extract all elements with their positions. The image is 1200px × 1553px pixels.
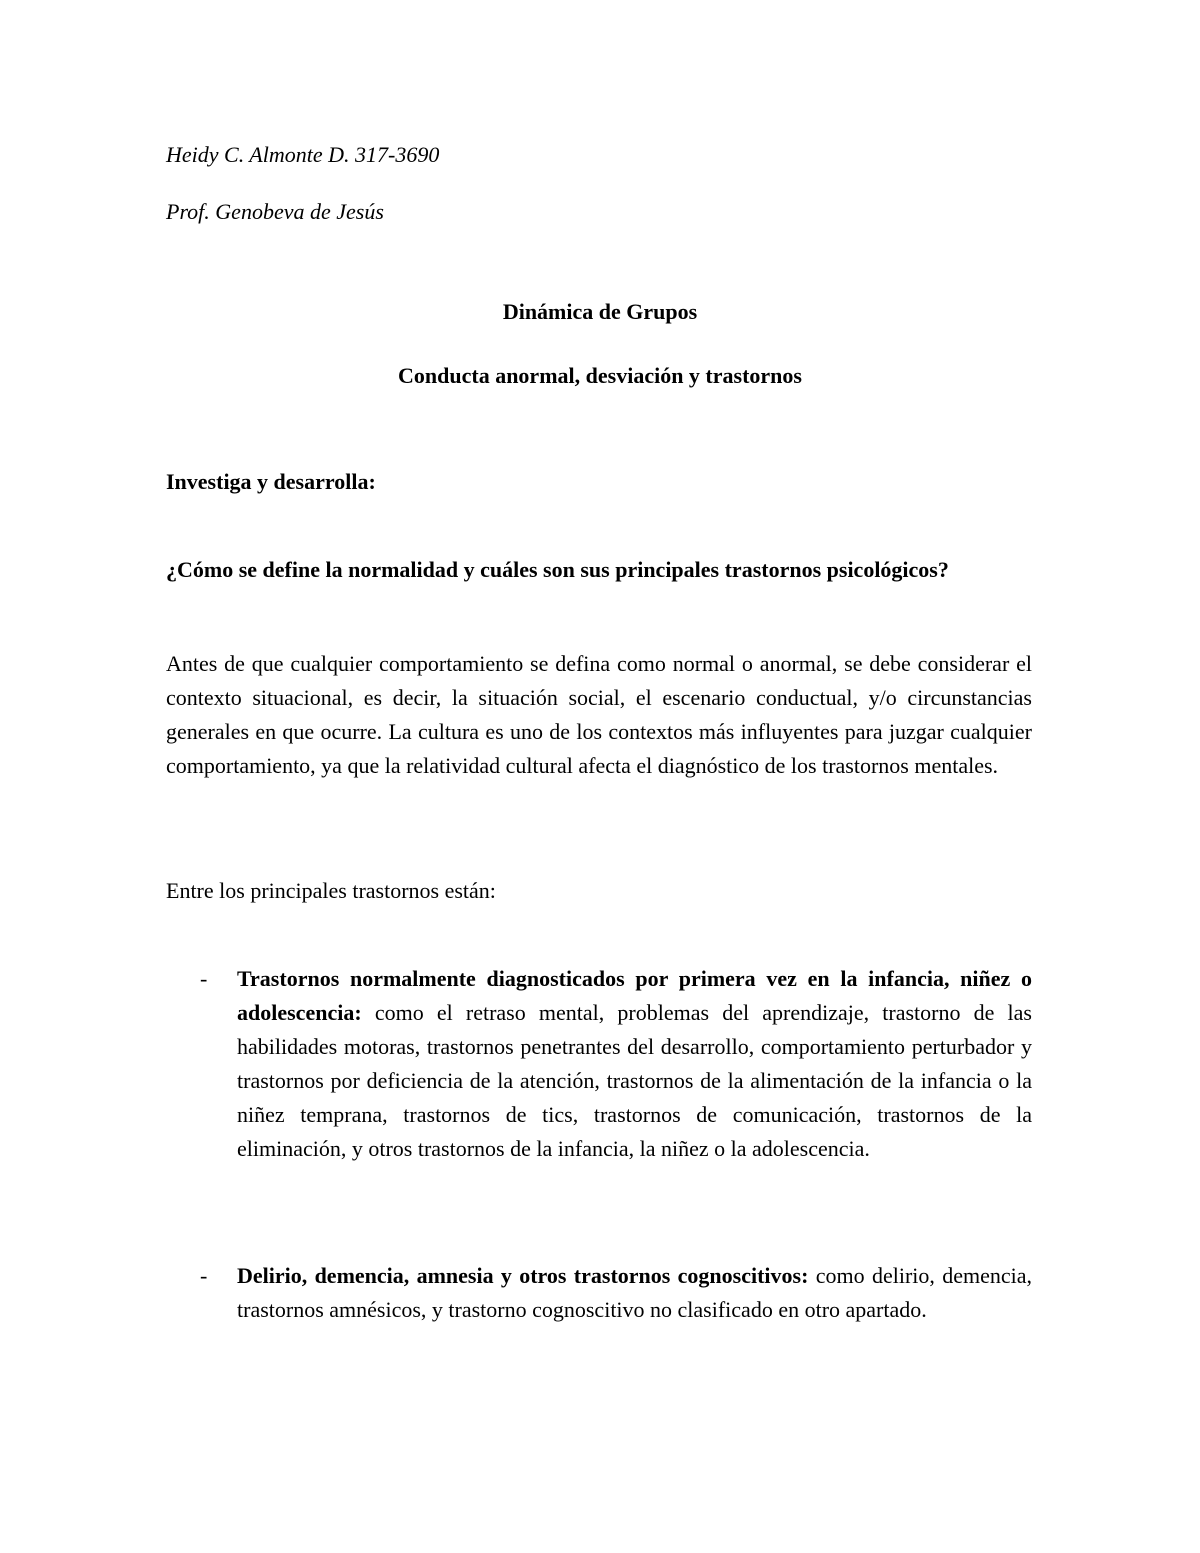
professor-line: Prof. Genobeva de Jesús: [166, 199, 384, 224]
student-name-line: Heidy C. Almonte D. 317-3690: [166, 142, 440, 167]
paragraph-intro-list: Entre los principales trastornos están:: [166, 878, 496, 903]
question-heading: ¿Cómo se define la normalidad y cuáles son sus principales trastornos psicológicos?: [166, 557, 949, 582]
list-item-bold-lead: Delirio, demencia, amnesia y otros trastornos cognoscitivos:: [237, 1263, 809, 1288]
bullet-marker: -: [200, 966, 208, 991]
document-subtitle: Conducta anormal, desviación y trastornos: [398, 363, 802, 388]
list-item-body: como el retraso mental, problemas del aprendizaje, trastorno de las habilidades motoras, trastornos penetrantes del desarrollo, comportamiento perturbador y trastornos por deficiencia de la atención, trastornos de la alimentación de la infancia o la niñez temprana, trastornos de tics, trastornos de comunicación, trastornos de la eliminación, y otros trastornos de la infancia, la niñez o la adolescencia.: [237, 1000, 1032, 1161]
paragraph-context: Antes de que cualquier comportamiento se defina como normal o anormal, se debe considerar el contexto situacional, es decir, la situación social, el escenario conductual, y/o circunstancias generales en que ocurre. La cultura es uno de los contextos más influyentes para juzgar cualquier comportamiento, ya que la relatividad cultural afecta el diagnóstico de los trastornos mentales.: [166, 651, 1032, 778]
document-title: Dinámica de Grupos: [502, 299, 698, 324]
list-item-body: como delirio, demencia, trastornos amnésicos, y trastorno cognoscitivo no clasificado en otro apartado.: [237, 1263, 1032, 1322]
bullet-marker: -: [200, 1263, 208, 1288]
list-item-bold-lead: Trastornos normalmente diagnosticados por primera vez en la infancia, niñez o adolescencia:: [237, 966, 1032, 1025]
list-item-text: [237, 1259, 1032, 1327]
section-heading: Investiga y desarrolla:: [166, 469, 376, 494]
list-item-text: [237, 962, 1032, 1166]
